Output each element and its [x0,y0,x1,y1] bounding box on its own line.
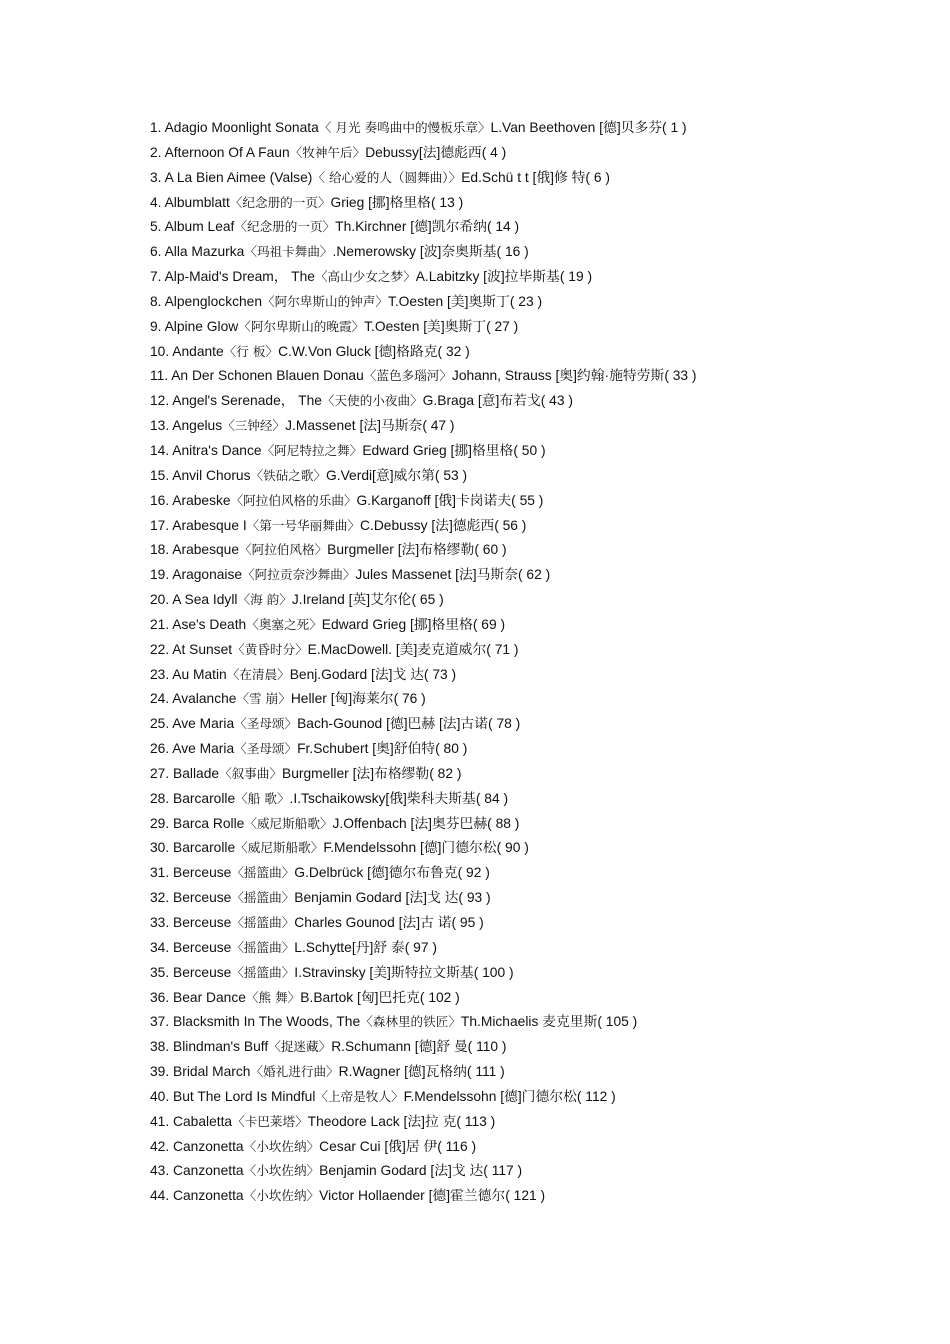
entry-title: Album Leaf [164,219,235,235]
entry-composer: Grieg [挪]格里格 [330,194,431,210]
entry-page: ( 23 ) [509,293,543,309]
entry-composer: Benjamin Godard [法]戈 达 [294,890,459,906]
entry-page: ( 82 ) [429,765,462,781]
entry-composer: R.Wagner [德]瓦格纳 [338,1064,467,1080]
entry-chinese-title: 〈摇篮曲〉 [231,964,295,980]
list-item [150,191,910,216]
entry-number: 13. [150,418,170,434]
list-item [150,389,910,414]
entry-chinese-title: 〈威尼斯船歌〉 [244,815,333,831]
entry-page: ( 62 ) [517,567,551,583]
entry-composer: C.W.Von Gluck [德]格路克 [278,343,438,359]
entry-chinese-title: 〈船 歌〉 [235,790,290,806]
list-item [150,265,910,290]
entry-title: Arabesque [172,542,239,558]
entry-page: ( 33 ) [664,368,697,384]
entry-page: ( 53 ) [434,467,468,483]
list-item [150,886,910,911]
entry-title: Barcarolle [173,840,236,856]
entry-page: ( 116 ) [437,1138,477,1154]
entry-page: ( 32 ) [437,343,470,359]
entry-number: 6. [150,244,162,260]
entry-composer: Victor Hollaender [德]霍兰德尔 [319,1188,506,1204]
entry-page: ( 92 ) [457,865,490,881]
entry-number: 5. [150,219,162,235]
entry-chinese-title: 〈阿拉伯风格的乐曲〉 [230,492,357,508]
entry-title: Angelus [172,418,223,434]
list-item [150,911,910,936]
entry-title: Canzonetta [173,1138,244,1154]
entry-chinese-title: 〈小坎佐纳〉 [243,1138,320,1154]
entry-page: ( 13 ) [430,194,464,210]
entry-page: ( 76 ) [393,691,426,707]
entry-title: Andante [172,343,224,359]
list-item [150,762,910,787]
entry-number: 31. [150,865,170,881]
entry-chinese-title: 〈奥塞之死〉 [246,616,322,632]
entry-number: 9. [150,318,162,334]
entry-composer: Bach-Gounod [德]巴赫 [法]古诺 [297,716,489,732]
entry-title: But The Lord Is Mindful [173,1088,316,1104]
entry-title: Berceuse [173,939,232,955]
entry-title: Avalanche [172,691,237,707]
entry-number: 3. [150,169,162,185]
entry-composer: T.Oesten [美]奥斯丁 [387,293,510,309]
entry-page: ( 56 ) [494,517,527,533]
entry-chinese-title: 〈阿拉伯风格〉 [239,542,328,558]
entry-number: 8. [150,293,162,309]
entry-composer: Cesar Cui [俄]居 伊 [319,1138,438,1154]
entry-title: Berceuse [173,915,232,930]
entry-title: Ave Maria [172,741,235,757]
list-item [150,514,910,539]
entry-chinese-title: 〈在清晨〉 [226,666,290,682]
entry-composer: Th.Michaelis 麦克里斯 [460,1014,598,1030]
entry-page: ( 111 ) [466,1064,505,1080]
entry-composer: A.Labitzky [波]拉毕斯基 [415,269,560,285]
list-item [150,340,910,365]
list-item [150,812,910,837]
entry-number: 29. [150,815,170,831]
entry-page: ( 121 ) [505,1188,546,1204]
entry-chinese-title: 〈黄昏时分〉 [232,641,308,657]
entry-title: Blacksmith In The Woods, The [173,1014,361,1030]
entry-title: Berceuse [173,865,232,881]
entry-page: ( 43 ) [540,393,573,409]
entry-composer: Fr.Schubert [奥]舒伯特 [297,741,436,757]
entry-number: 12. [150,393,170,409]
entry-number: 20. [150,592,170,608]
entry-chinese-title: 〈玛祖卡舞曲〉 [244,244,333,260]
entry-page: ( 6 ) [585,169,610,185]
list-item [150,1010,910,1035]
entry-composer: E.MacDowell. [美]麦克道威尔 [307,641,487,657]
entry-title: Ave Maria [172,716,235,732]
entry-composer: .I.Tschaikowsky[俄]柴科夫斯基 [289,790,476,806]
entry-title: Ase's Death [172,616,247,632]
entry-composer: Jules Massenet [法]马斯奈 [355,567,518,583]
entry-chinese-title: 〈圣母颂〉 [234,716,298,732]
entry-page: ( 102 ) [419,989,460,1005]
entry-composer: Benj.Godard [法]戈 达 [289,666,424,682]
entry-page: ( 84 ) [475,790,509,806]
entry-title: Berceuse [173,964,232,980]
entry-number: 18. [150,542,170,558]
list-item [150,538,910,563]
entry-page: ( 88 ) [487,815,520,831]
entry-composer: Burgmeller [法]布格缪勒 [327,542,475,558]
entry-composer: Johann, Strauss [奥]约翰·施特劳斯 [451,368,665,384]
entry-number: 37. [150,1014,170,1030]
entry-composer: Charles Gounod [法]古 诺 [294,915,452,930]
entry-number: 15. [150,467,170,483]
entry-chinese-title: 〈叙事曲〉 [219,765,283,781]
entry-page: ( 110 ) [467,1039,507,1055]
list-item [150,1035,910,1060]
entry-composer: G.Delbrück [德]德尔布鲁克 [294,865,458,881]
entry-page: ( 14 ) [486,219,520,235]
entry-chinese-title: 〈阿尼特拉之舞〉 [261,442,363,458]
entry-title: An Der Schonen Blauen Donau [171,368,364,384]
entry-composer: G.Braga [意]布若戈 [422,393,541,409]
entry-title: Afternoon Of A Faun [164,144,290,160]
entry-composer: Benjamin Godard [法]戈 达 [319,1163,484,1179]
list-item [150,240,910,265]
entry-composer: Debussy[法]德彪西 [365,144,482,160]
entry-page: ( 105 ) [597,1014,638,1030]
entry-chinese-title: 〈牧神午后〉 [289,144,366,160]
entry-page: ( 112 ) [576,1088,616,1104]
entry-chinese-title: 〈海 韵〉 [237,592,292,608]
entry-number: 34. [150,939,170,955]
entry-title: Berceuse [173,890,232,906]
entry-number: 24. [150,691,170,707]
entry-title: Barcarolle [173,790,236,806]
entry-page: ( 100 ) [473,964,514,980]
entry-chinese-title: 〈 月光 奏鸣曲中的慢板乐章〉 [318,120,491,135]
entry-number: 41. [150,1113,170,1129]
entry-page: ( 4 ) [481,144,507,160]
list-item [150,663,910,688]
entry-chinese-title: 〈阿尔卑斯山的钟声〉 [262,293,388,309]
entry-chinese-title: 〈上帝是牧人〉 [315,1088,404,1104]
entry-composer: Edward Grieg [挪]格里格 [362,442,514,458]
entry-number: 2. [150,144,162,160]
entry-number: 44. [150,1188,170,1204]
entry-composer: G.Karganoff [俄]卡岗诺夫 [356,492,512,508]
entry-page: ( 55 ) [511,492,544,508]
entry-page: ( 1 ) [662,120,687,135]
entry-chinese-title: 〈婚礼进行曲〉 [250,1064,339,1080]
entry-chinese-title: 〈摇篮曲〉 [231,890,295,906]
entry-number: 17. [150,517,170,533]
entry-number: 19. [150,567,170,583]
entry-page: ( 95 ) [451,915,484,930]
list-item [150,290,910,315]
entry-page: ( 117 ) [483,1163,523,1179]
entry-title: Aragonaise [172,567,243,583]
entry-number: 23. [150,666,170,682]
entry-number: 16. [150,492,170,508]
entry-page: ( 97 ) [404,939,437,955]
entry-title: Alpine Glow [164,318,239,334]
list-item [150,961,910,986]
entry-number: 21. [150,616,170,632]
entry-number: 28. [150,790,170,806]
list-item [150,638,910,663]
entry-chinese-title: 〈阿拉贡奈沙舞曲〉 [242,567,356,583]
list-item [150,588,910,613]
entry-composer: B.Bartok [匈]巴托克 [300,989,420,1005]
entry-page: ( 90 ) [496,840,529,856]
entry-composer: J.Ireland [英]艾尔伦 [291,592,412,608]
entry-number: 43. [150,1163,170,1179]
entry-chinese-title: 〈阿尔卑斯山的晚霞〉 [238,318,365,334]
entry-number: 22. [150,641,170,657]
entry-chinese-title: 〈蓝色多瑙河〉 [363,368,452,384]
entry-title: Alp-Maid's Dream， The [164,269,315,285]
list-item [150,986,910,1011]
entry-page: ( 50 ) [513,442,546,458]
entry-chinese-title: 〈天使的小夜曲〉 [321,393,423,409]
entry-number: 40. [150,1088,170,1104]
entry-number: 7. [150,269,162,285]
entry-number: 27. [150,765,170,781]
entry-title: A La Bien Aimee (Valse) [164,169,313,185]
entry-title: Angel's Serenade， The [172,393,322,409]
list-item [150,1135,910,1160]
entry-page: ( 65 ) [411,592,444,608]
entry-page: ( 78 ) [488,716,521,732]
entry-number: 32. [150,890,170,906]
entry-composer: F.Mendelssohn [德]门德尔松 [403,1088,577,1104]
entry-page: ( 27 ) [486,318,519,334]
entry-number: 35. [150,964,170,980]
entry-composer: L.Schytte[丹]舒 泰 [294,939,405,955]
entry-number: 36. [150,989,170,1005]
entry-chinese-title: 〈森林里的铁匠〉 [360,1014,461,1030]
entry-number: 39. [150,1064,170,1080]
entry-chinese-title: 〈第一号华丽舞曲〉 [246,517,361,533]
entry-page: ( 113 ) [456,1113,496,1129]
entry-title: Alla Mazurka [164,244,245,260]
entry-composer: Heller [匈]海莱尔 [290,691,394,707]
list-item [150,1060,910,1085]
entry-composer: Edward Grieg [挪]格里格 [321,616,473,632]
list-item [150,166,910,191]
entry-number: 42. [150,1138,170,1154]
entry-page: ( 93 ) [458,890,491,906]
entry-chinese-title: 〈纪念册的一页〉 [234,219,336,235]
entry-title: Alpenglockchen [164,293,263,309]
entry-title: At Sunset [172,641,233,657]
entry-number: 33. [150,915,170,930]
entry-title: Bridal March [173,1064,251,1080]
entry-number: 30. [150,840,170,856]
entry-composer: Ed.Schü t t [俄]修 特 [461,169,586,185]
entry-page: ( 71 ) [486,641,519,657]
entry-chinese-title: 〈高山少女之梦〉 [314,269,416,285]
entry-title: Canzonetta [173,1163,244,1179]
entry-title: Canzonetta [173,1188,244,1204]
list-item [150,712,910,737]
entry-page: ( 19 ) [559,269,593,285]
entry-composer: L.Van Beethoven [德]贝多芬 [490,120,663,135]
entry-chinese-title: 〈卡巴莱塔〉 [232,1113,308,1129]
list-item [150,1159,910,1184]
entry-chinese-title: 〈摇篮曲〉 [231,939,295,955]
entry-composer: G.Verdi[意]威尔第 [326,467,435,483]
entry-number: 1. [150,120,162,135]
entry-title: Blindman's Buff [173,1039,269,1055]
entry-chinese-title: 〈三钟经〉 [222,418,286,434]
entry-number: 11. [150,368,169,384]
entry-chinese-title: 〈圣母颂〉 [234,741,298,757]
entry-page: ( 16 ) [496,244,529,260]
entry-number: 38. [150,1039,170,1055]
list-item [150,364,910,389]
list-item [150,464,910,489]
entry-composer: J.Offenbach [法]奥芬巴赫 [332,815,488,831]
list-item [150,489,910,514]
list-item [150,687,910,712]
entry-number: 25. [150,716,170,732]
entry-title: Adagio Moonlight Sonata [164,120,319,135]
entry-chinese-title: 〈纪念册的一页〉 [229,194,331,210]
entry-title: A Sea Idyll [172,592,238,608]
entry-page: ( 69 ) [472,616,506,632]
entry-page: ( 60 ) [474,542,507,558]
entry-number: 14. [150,442,170,458]
list-item [150,141,910,166]
entry-title: Albumblatt [164,194,230,210]
entry-composer: T.Oesten [美]奥斯丁 [364,318,487,334]
entry-page: ( 73 ) [423,666,457,682]
entry-composer: I.Stravinsky [美]斯特拉文斯基 [294,964,474,980]
entry-composer: Th.Kirchner [德]凯尔希纳 [335,219,487,235]
entry-chinese-title: 〈威尼斯船歌〉 [235,840,324,856]
entry-chinese-title: 〈雪 崩〉 [236,691,291,707]
entry-title: Barca Rolle [173,815,245,831]
entry-number: 10. [150,343,170,359]
list-item [150,116,910,141]
entry-title: Arabeske [172,492,231,508]
entry-composer: F.Mendelssohn [德]门德尔松 [323,840,497,856]
list-item [150,1110,910,1135]
list-item [150,215,910,240]
entry-chinese-title: 〈摇篮曲〉 [231,915,295,930]
list-item [150,414,910,439]
list-item [150,861,910,886]
list-item [150,613,910,638]
entry-title: Ballade [173,765,220,781]
entry-chinese-title: 〈行 板〉 [223,343,279,359]
list-item [150,787,910,812]
list-item [150,936,910,961]
music-index-list [150,116,910,1209]
entry-title: Anvil Chorus [172,467,251,483]
list-item [150,315,910,340]
entry-title: Cabaletta [173,1113,233,1129]
entry-chinese-title: 〈摇篮曲〉 [231,865,295,881]
entry-title: Bear Dance [173,989,246,1005]
entry-chinese-title: 〈捉迷藏〉 [268,1039,332,1055]
list-item [150,563,910,588]
entry-chinese-title: 〈 给心爱的人（圆舞曲）〉 [312,169,462,185]
entry-title: Anitra's Dance [172,442,262,458]
entry-composer: R.Schumann [德]舒 曼 [331,1039,468,1055]
entry-chinese-title: 〈熊 舞〉 [245,989,301,1005]
entry-title: Au Matin [172,666,227,682]
list-item [150,737,910,762]
entry-chinese-title: 〈小坎佐纳〉 [243,1188,320,1204]
entry-number: 26. [150,741,170,757]
entry-page: ( 80 ) [435,741,468,757]
list-item [150,1085,910,1110]
list-item [150,836,910,861]
entry-page: ( 47 ) [422,418,455,434]
entry-chinese-title: 〈铁砧之歌〉 [250,467,327,483]
entry-composer: Theodore Lack [法]拉 克 [307,1113,457,1129]
entry-composer: Burgmeller [法]布格缪勒 [282,765,430,781]
entry-chinese-title: 〈小坎佐纳〉 [243,1163,320,1179]
entry-title: Arabesque I [172,517,247,533]
entry-number: 4. [150,194,162,210]
entry-composer: .Nemerowsky [波]奈奥斯基 [332,244,497,260]
entry-composer: C.Debussy [法]德彪西 [360,517,495,533]
list-item [150,439,910,464]
list-item [150,1184,910,1209]
entry-composer: J.Massenet [法]马斯奈 [285,418,423,434]
